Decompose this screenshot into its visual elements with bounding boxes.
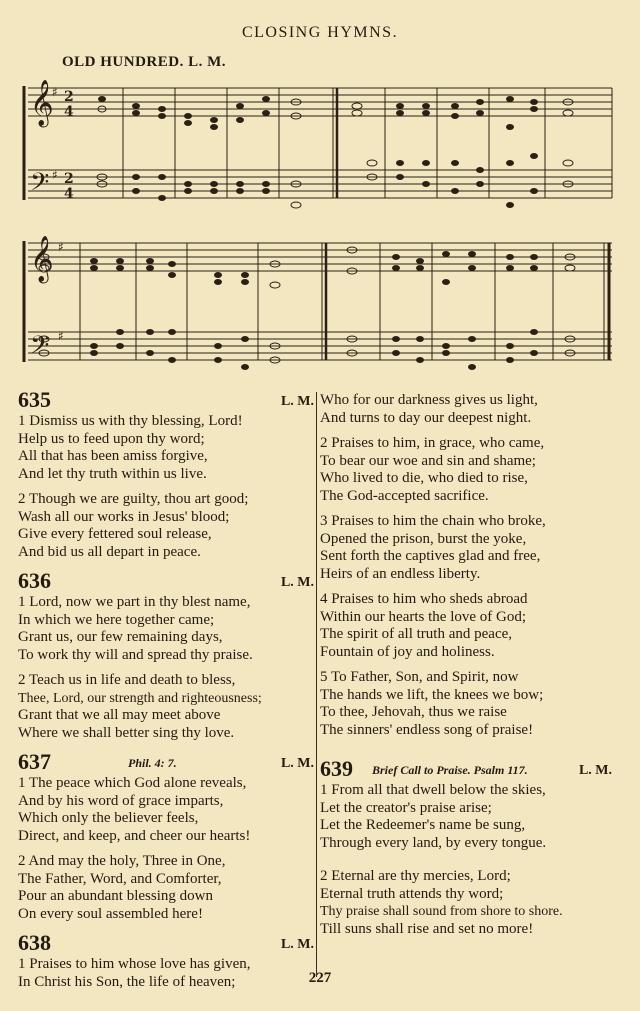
verse-line: 2 And may the holy, Three in One, <box>18 853 226 869</box>
verse-line: 3 Praises to him the chain who broke, <box>320 513 546 529</box>
verse-line: The sinners' endless song of praise! <box>320 721 534 738</box>
left-column <box>18 388 314 999</box>
treble-clef-icon: 𝄞 <box>30 236 54 282</box>
verse-line: 4 Praises to him who sheds abroad <box>320 591 528 607</box>
stanza <box>18 853 314 923</box>
hymn-639 <box>320 757 620 938</box>
stanza <box>18 594 314 664</box>
verse-line: In which we here together came; <box>18 611 215 628</box>
verse-line: 1 The peace which God alone reveals, <box>18 775 247 791</box>
stanza <box>18 491 314 561</box>
svg-text:♯: ♯ <box>52 168 58 182</box>
column-divider <box>316 392 317 977</box>
verse-line: The spirit of all truth and peace, <box>320 626 513 642</box>
stanza <box>320 868 620 938</box>
verse-line: Grant us, our few remaining days, <box>18 629 223 645</box>
verse-line: In Christ his Son, the life of heaven; <box>18 973 236 990</box>
scripture-reference: Brief Call to Praise. Psalm 117. <box>372 763 528 777</box>
verse-line: Eternal truth attends thy word; <box>320 885 504 902</box>
verse-line: To bear our woe and sin and shame; <box>320 452 536 469</box>
verse-line: 2 Praises to him, in grace, who came, <box>320 435 545 451</box>
verse-line: And turns to day our deepest night. <box>320 409 532 426</box>
verse-line: And let thy truth within us live. <box>18 465 207 482</box>
verse-line: Help us to feed upon thy word; <box>18 430 205 447</box>
hymn-meter: L. M. <box>280 937 314 952</box>
staff-treble-1 <box>28 88 612 116</box>
tune-title: OLD HUNDRED. L. M. <box>62 54 227 70</box>
page-number: 227 <box>308 970 332 986</box>
verse-line: 1 Lord, now we part in thy blest name, <box>18 594 251 610</box>
verse-line: Pour an abundant blessing down <box>18 888 213 904</box>
verse-line: Thy praise shall sound from shore to shore. <box>320 904 563 919</box>
verse-line: Till suns shall rise and set no more! <box>320 920 534 937</box>
staff-treble-2 <box>28 243 612 271</box>
svg-text:♯: ♯ <box>52 85 58 99</box>
verse-line: 1 Dismiss us with thy blessing, Lord! <box>18 413 243 429</box>
hymn-number: 636 <box>18 568 51 593</box>
svg-text:2: 2 <box>64 171 74 187</box>
stanza <box>320 591 620 661</box>
verse-line: 2 Though we are guilty, thou art good; <box>18 491 249 507</box>
stanza <box>320 782 620 852</box>
verse-line: Direct, and keep, and cheer our hearts! <box>18 827 251 844</box>
verse-line: 1 From all that dwell below the skies, <box>320 782 546 798</box>
svg-text:♯: ♯ <box>58 329 64 343</box>
stanza <box>18 413 314 483</box>
hymn-meter: L. M. <box>280 394 314 409</box>
hymn-636 <box>18 569 314 742</box>
music-score <box>0 60 640 380</box>
verse-line: To work thy will and spread thy praise. <box>18 646 253 663</box>
hymn-number: 637 <box>18 749 51 774</box>
staff-bass-1 <box>28 170 612 198</box>
svg-text:4: 4 <box>64 104 74 120</box>
verse-line: Who for our darkness gives us light, <box>320 392 538 408</box>
running-head: CLOSING HYMNS. <box>241 24 399 41</box>
verse-line: Where we shall better sing thy love. <box>18 724 235 741</box>
verse-line: 5 To Father, Son, and Spirit, now <box>320 669 519 685</box>
verse-line: Within our hearts the love of God; <box>320 608 527 625</box>
verse-line: And bid us all depart in peace. <box>18 543 201 560</box>
stanza <box>18 672 314 742</box>
stanza-continued <box>320 392 620 427</box>
hymn-number: 639 <box>320 756 353 781</box>
hymn-meter: L. M. <box>280 575 314 590</box>
verse-line: Grant that we all may meet above <box>18 707 221 723</box>
stanza <box>320 435 620 505</box>
svg-text:4: 4 <box>64 186 74 202</box>
verse-line: 1 Praises to him whose love has given, <box>18 956 251 972</box>
stanza <box>18 775 314 845</box>
verse-line: Who lived to die, who died to rise, <box>320 470 528 486</box>
hymn-number: 638 <box>18 930 51 955</box>
stanza <box>320 669 620 739</box>
verse-line: To thee, Jehovah, thus we raise <box>320 704 507 720</box>
verse-line: The hands we lift, the knees we bow; <box>320 686 544 703</box>
verse-line: Let the Redeemer's name be sung, <box>320 817 526 833</box>
hymn-637 <box>18 750 314 923</box>
hymn-meter: L. M. <box>578 763 612 778</box>
bass-clef-icon: 𝄢 <box>30 331 50 366</box>
verse-line: The Father, Word, and Comforter, <box>18 870 222 887</box>
verse-line: And by his word of grace imparts, <box>18 792 224 809</box>
verse-line: The God-accepted sacrifice. <box>320 487 489 504</box>
verse-line: Heirs of an endless liberty. <box>320 565 481 582</box>
hymn-meter: L. M. <box>280 756 314 771</box>
staff-bass-2 <box>28 332 612 360</box>
scripture-reference: Phil. 4: 7. <box>128 756 177 770</box>
verse-line: Which only the believer feels, <box>18 810 199 826</box>
bass-clef-icon: 𝄢 <box>30 168 50 203</box>
right-column <box>320 392 620 946</box>
svg-text:♯: ♯ <box>58 240 64 254</box>
verse-line: Let the creator's praise arise; <box>320 799 492 816</box>
verse-line: Give every fettered soul release, <box>18 526 212 542</box>
verse-line: Sent forth the captives glad and free, <box>320 548 541 564</box>
hymn-635 <box>18 388 314 561</box>
verse-line: Thee, Lord, our strength and righteousness; <box>18 690 262 706</box>
verse-line: Wash all our works in Jesus' blood; <box>18 508 230 525</box>
treble-clef-icon: 𝄞 <box>30 80 54 126</box>
verse-line: Through every land, by every tongue. <box>320 834 547 851</box>
verse-line: Fountain of joy and holiness. <box>320 643 495 660</box>
verse-line: 2 Teach us in life and death to bless, <box>18 672 236 688</box>
verse-line: All that has been amiss forgive, <box>18 448 208 464</box>
hymn-number: 635 <box>18 387 51 412</box>
stanza <box>320 513 620 583</box>
svg-text:2: 2 <box>64 89 74 105</box>
verse-line: 2 Eternal are thy mercies, Lord; <box>320 868 511 884</box>
verse-line: Opened the prison, burst the yoke, <box>320 530 527 547</box>
verse-line: On every soul assembled here! <box>18 905 203 922</box>
